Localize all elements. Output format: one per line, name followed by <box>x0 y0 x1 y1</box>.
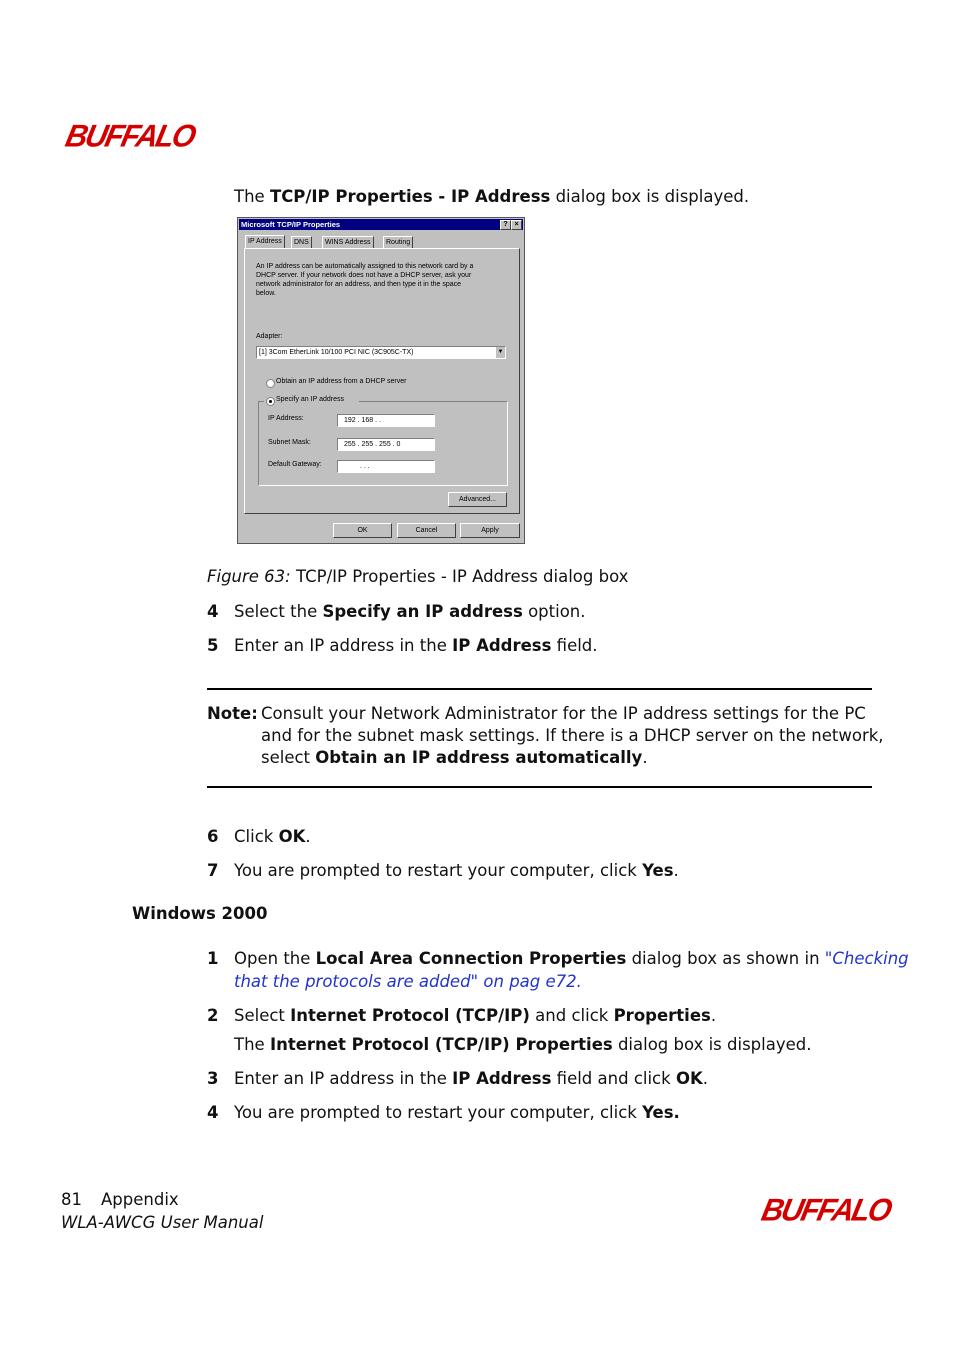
radio-specify-label: Specify an IP address <box>276 396 344 403</box>
step-text <box>234 860 679 882</box>
tcpip-properties-dialog <box>237 217 525 544</box>
default-gateway-label: Default Gateway: <box>268 461 322 468</box>
radio-dhcp-label: Obtain an IP address from a DHCP server <box>276 378 407 385</box>
adapter-value: [1] 3Com EtherLink 10/100 PCI NIC (3C905C-TX) <box>259 349 414 356</box>
subnet-mask-field[interactable] <box>337 438 435 451</box>
step-bold: Yes. <box>642 1103 680 1122</box>
step-text-part: The <box>234 1035 270 1054</box>
step-text-part: . <box>576 972 582 991</box>
step-bold: Yes <box>642 861 674 880</box>
step-text <box>234 1102 680 1124</box>
step-text <box>234 826 311 848</box>
step-text <box>234 1005 716 1027</box>
cross-reference-link[interactable]: "Checking <box>824 949 909 968</box>
intro-text <box>234 186 749 208</box>
step-text <box>234 948 909 970</box>
step-text <box>234 601 586 623</box>
step-text <box>234 1068 708 1090</box>
ip-address-label: IP Address: <box>268 415 304 422</box>
step-text-part: Click <box>234 827 279 846</box>
step-text-part: Open the <box>234 949 316 968</box>
note-bold: Obtain an IP address automatically <box>315 748 643 767</box>
step-text-part: . <box>710 1006 717 1025</box>
step-text-part: field and click <box>551 1069 676 1088</box>
note-line-1: Consult your Network Administrator for the IP address settings for the PC <box>261 704 866 723</box>
step-text-part: You are prompted to restart your computer, click <box>234 861 643 880</box>
step-text-part: . <box>702 1069 708 1088</box>
step-bold: IP Address <box>452 1069 552 1088</box>
dialog-title-bar <box>239 219 523 230</box>
buffalo-logo-footer: BUFFALO <box>758 1193 894 1228</box>
step-text <box>234 1034 811 1056</box>
note-line-2: and for the subnet mask settings. If there is a DHCP server on the network, <box>261 726 884 745</box>
step-text-part: . <box>673 861 679 880</box>
step-text-part: and click <box>529 1006 614 1025</box>
step-bold: Properties <box>613 1006 711 1025</box>
step-number: 4 <box>207 1103 219 1122</box>
step-bold: IP Address <box>452 636 552 655</box>
step-number: 2 <box>207 1006 219 1025</box>
step-text-part: dialog box as shown in <box>626 949 825 968</box>
buffalo-logo: BUFFALO <box>62 119 198 154</box>
subnet-mask-label: Subnet Mask: <box>268 439 311 446</box>
figure-text: TCP/IP Properties - IP Address dialog box <box>290 567 629 586</box>
subnet-mask-value: 255 . 255 . 255 . 0 <box>344 441 401 448</box>
advanced-button[interactable]: Advanced... <box>448 492 507 507</box>
ip-address-value: 192 . 168 . . <box>344 417 381 424</box>
footer-page-info <box>61 1189 179 1211</box>
step-text-part: option. <box>522 602 586 621</box>
intro-bold: TCP/IP Properties - IP Address <box>269 187 551 206</box>
tab-routing[interactable]: Routing <box>383 236 413 249</box>
step-text-cont <box>234 971 582 993</box>
chevron-down-icon[interactable]: ▼ <box>496 347 505 358</box>
step-bold: Local Area Connection Properties <box>315 949 627 968</box>
step-text-part: Enter an IP address in the <box>234 1069 453 1088</box>
step-text-part: . <box>305 827 311 846</box>
footer-section: Appendix <box>101 1190 179 1209</box>
step-text-part: You are prompted to restart your computer, click <box>234 1103 643 1122</box>
step-bold: Internet Protocol (TCP/IP) <box>290 1006 530 1025</box>
desc-line: An IP address can be automatically assigned to this network card by a <box>256 263 474 270</box>
step-text-part: dialog box is displayed. <box>612 1035 812 1054</box>
help-button[interactable]: ? <box>500 220 511 230</box>
step-text-part: Enter an IP address in the <box>234 636 453 655</box>
step-number: 3 <box>207 1069 219 1088</box>
step-number: 6 <box>207 827 219 846</box>
default-gateway-value: . . . <box>360 463 370 470</box>
step-text <box>234 635 598 657</box>
desc-line: below. <box>256 290 276 297</box>
section-heading: Windows 2000 <box>132 904 268 923</box>
note-label <box>207 703 258 725</box>
step-number: 4 <box>207 602 219 621</box>
step-text-part: Select the <box>234 602 323 621</box>
step-bold: OK <box>278 827 306 846</box>
step-bold: OK <box>675 1069 703 1088</box>
ip-address-field[interactable] <box>337 414 435 427</box>
step-text-part: Select <box>234 1006 291 1025</box>
radio-dhcp[interactable] <box>266 379 275 388</box>
adapter-label: Adapter: <box>256 333 283 340</box>
step-bold: Internet Protocol (TCP/IP) Properties <box>269 1035 613 1054</box>
ok-button[interactable]: OK <box>333 523 392 538</box>
intro-p2: dialog box is displayed. <box>550 187 750 206</box>
close-icon[interactable]: × <box>511 220 522 230</box>
step-text-part: field. <box>551 636 598 655</box>
dialog-title: Microsoft TCP/IP Properties <box>241 220 341 229</box>
note-rule-bottom <box>207 786 872 788</box>
desc-line: DHCP server. If your network does not have a DHCP server, ask your <box>256 272 472 279</box>
default-gateway-field[interactable] <box>337 460 435 473</box>
tab-wins-address[interactable]: WINS Address <box>322 236 374 249</box>
figure-label: Figure 63: <box>207 567 291 586</box>
step-number: 5 <box>207 636 219 655</box>
tab-dns[interactable]: DNS <box>291 236 312 249</box>
cancel-button[interactable]: Cancel <box>397 523 456 538</box>
apply-button[interactable]: Apply <box>460 523 520 538</box>
note-rule-top <box>207 688 872 690</box>
figure-caption <box>207 566 628 588</box>
adapter-select[interactable] <box>256 346 506 359</box>
page-number: 81 <box>61 1190 82 1209</box>
step-bold: Specify an IP address <box>322 602 523 621</box>
note-line-3 <box>261 747 648 769</box>
step-number: 1 <box>207 949 219 968</box>
desc-line: network administrator for an address, and then type it in the space <box>256 281 462 288</box>
note-label-text: Note: <box>207 704 258 723</box>
intro-p1: The <box>234 187 270 206</box>
cross-reference-link[interactable]: that the protocols are added" on pag e72 <box>234 972 577 991</box>
note-text-part: . <box>642 748 648 767</box>
note-text-part: select <box>261 748 316 767</box>
footer-manual-title: WLA-AWCG User Manual <box>61 1213 264 1232</box>
tab-ip-address[interactable]: IP Address <box>245 235 285 249</box>
radio-specify[interactable] <box>266 397 275 406</box>
step-number: 7 <box>207 861 219 880</box>
